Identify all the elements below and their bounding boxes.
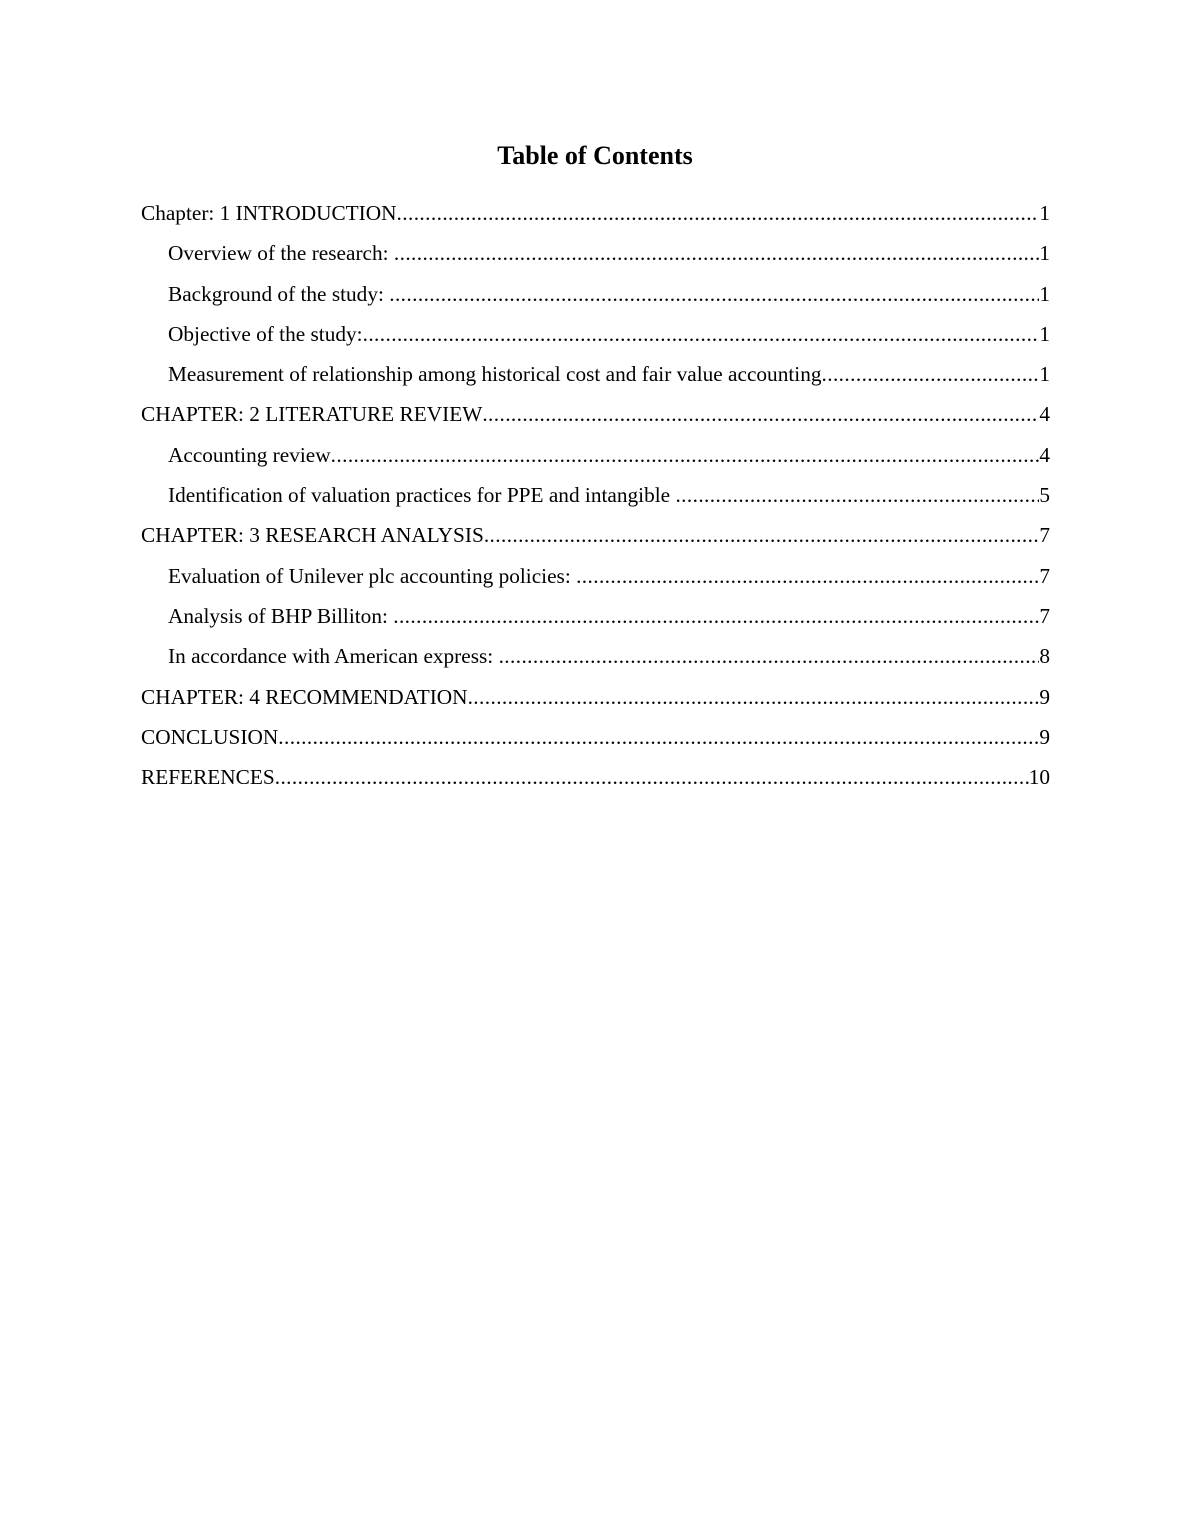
toc-entry-title: Identification of valuation practices for PPE and intangible — [168, 483, 676, 508]
toc-list — [141, 197, 1050, 801]
toc-entry-page: 1 — [1039, 241, 1050, 266]
toc-entry-chapter-2-literature-review[interactable] — [141, 398, 1050, 438]
toc-entry-title: Analysis of BHP Billiton: — [168, 603, 394, 628]
toc-entry-analysis-of-bhp-billiton[interactable] — [141, 600, 1050, 640]
toc-entry-measurement-of-relationship[interactable] — [141, 358, 1050, 398]
dot-leader — [278, 721, 1039, 753]
toc-entry-title: REFERENCES — [141, 765, 275, 790]
toc-entry-page: 1 — [1039, 281, 1050, 306]
toc-entry-page: 4 — [1039, 442, 1050, 467]
toc-entry-title: Accounting review — [168, 442, 331, 467]
dot-leader — [468, 681, 1040, 713]
toc-entry-title: Background of the study: — [168, 281, 390, 306]
dot-leader — [397, 197, 1040, 229]
toc-entry-page: 10 — [1028, 765, 1050, 790]
toc-entry-references[interactable] — [141, 761, 1050, 801]
toc-entry-page: 7 — [1039, 603, 1050, 628]
toc-entry-page: 8 — [1039, 644, 1050, 669]
toc-entry-american-express[interactable] — [141, 640, 1050, 680]
toc-entry-title: CHAPTER: 4 RECOMMENDATION — [141, 684, 468, 709]
dot-leader — [822, 358, 1040, 390]
toc-entry-evaluation-of-unilever[interactable] — [141, 560, 1050, 600]
dot-leader — [331, 439, 1040, 471]
toc-entry-chapter-3-research-analysis[interactable] — [141, 519, 1050, 559]
toc-entry-overview-of-research[interactable] — [141, 237, 1050, 277]
toc-entry-conclusion[interactable] — [141, 721, 1050, 761]
toc-entry-title: Chapter: 1 INTRODUCTION — [141, 201, 397, 225]
toc-entry-chapter-4-recommendation[interactable] — [141, 681, 1050, 721]
toc-entry-page: 4 — [1039, 402, 1050, 427]
toc-entry-identification-of-valuation-practices[interactable] — [141, 479, 1050, 519]
toc-entry-title: In accordance with American express: — [168, 644, 499, 669]
toc-entry-accounting-review[interactable] — [141, 439, 1050, 479]
toc-entry-page: 1 — [1039, 201, 1050, 225]
dot-leader — [482, 398, 1039, 430]
toc-entry-page: 1 — [1039, 321, 1050, 346]
dot-leader — [393, 600, 1039, 632]
toc-entry-page: 9 — [1039, 724, 1050, 749]
toc-entry-page: 1 — [1039, 362, 1050, 387]
toc-entry-page: 9 — [1039, 684, 1050, 709]
toc-entry-page: 5 — [1039, 483, 1050, 508]
toc-entry-title: Overview of the research: — [168, 241, 394, 266]
dot-leader — [675, 479, 1039, 511]
toc-title: Table of Contents — [497, 141, 693, 170]
dot-leader — [394, 237, 1039, 269]
toc-entry-objective-of-study[interactable] — [141, 318, 1050, 358]
dot-leader — [499, 640, 1040, 672]
toc-entry-chapter-1-introduction[interactable] — [141, 197, 1050, 237]
dot-leader — [576, 560, 1039, 592]
toc-entry-page: 7 — [1039, 523, 1050, 548]
toc-entry-title: Measurement of relationship among historical cost and fair value accounting — [168, 362, 822, 387]
toc-entry-title: CHAPTER: 3 RESEARCH ANALYSIS — [141, 523, 484, 548]
toc-entry-background-of-study[interactable] — [141, 278, 1050, 318]
dot-leader — [363, 318, 1040, 350]
toc-entry-title: Objective of the study: — [168, 321, 363, 346]
toc-entry-title: CONCLUSION — [141, 724, 279, 749]
dot-leader — [389, 278, 1039, 310]
toc-entry-page: 7 — [1039, 563, 1050, 588]
toc-entry-title: Evaluation of Unilever plc accounting policies: — [168, 563, 577, 588]
dot-leader — [484, 519, 1040, 551]
dot-leader — [275, 761, 1029, 793]
toc-entry-title: CHAPTER: 2 LITERATURE REVIEW — [141, 402, 483, 427]
